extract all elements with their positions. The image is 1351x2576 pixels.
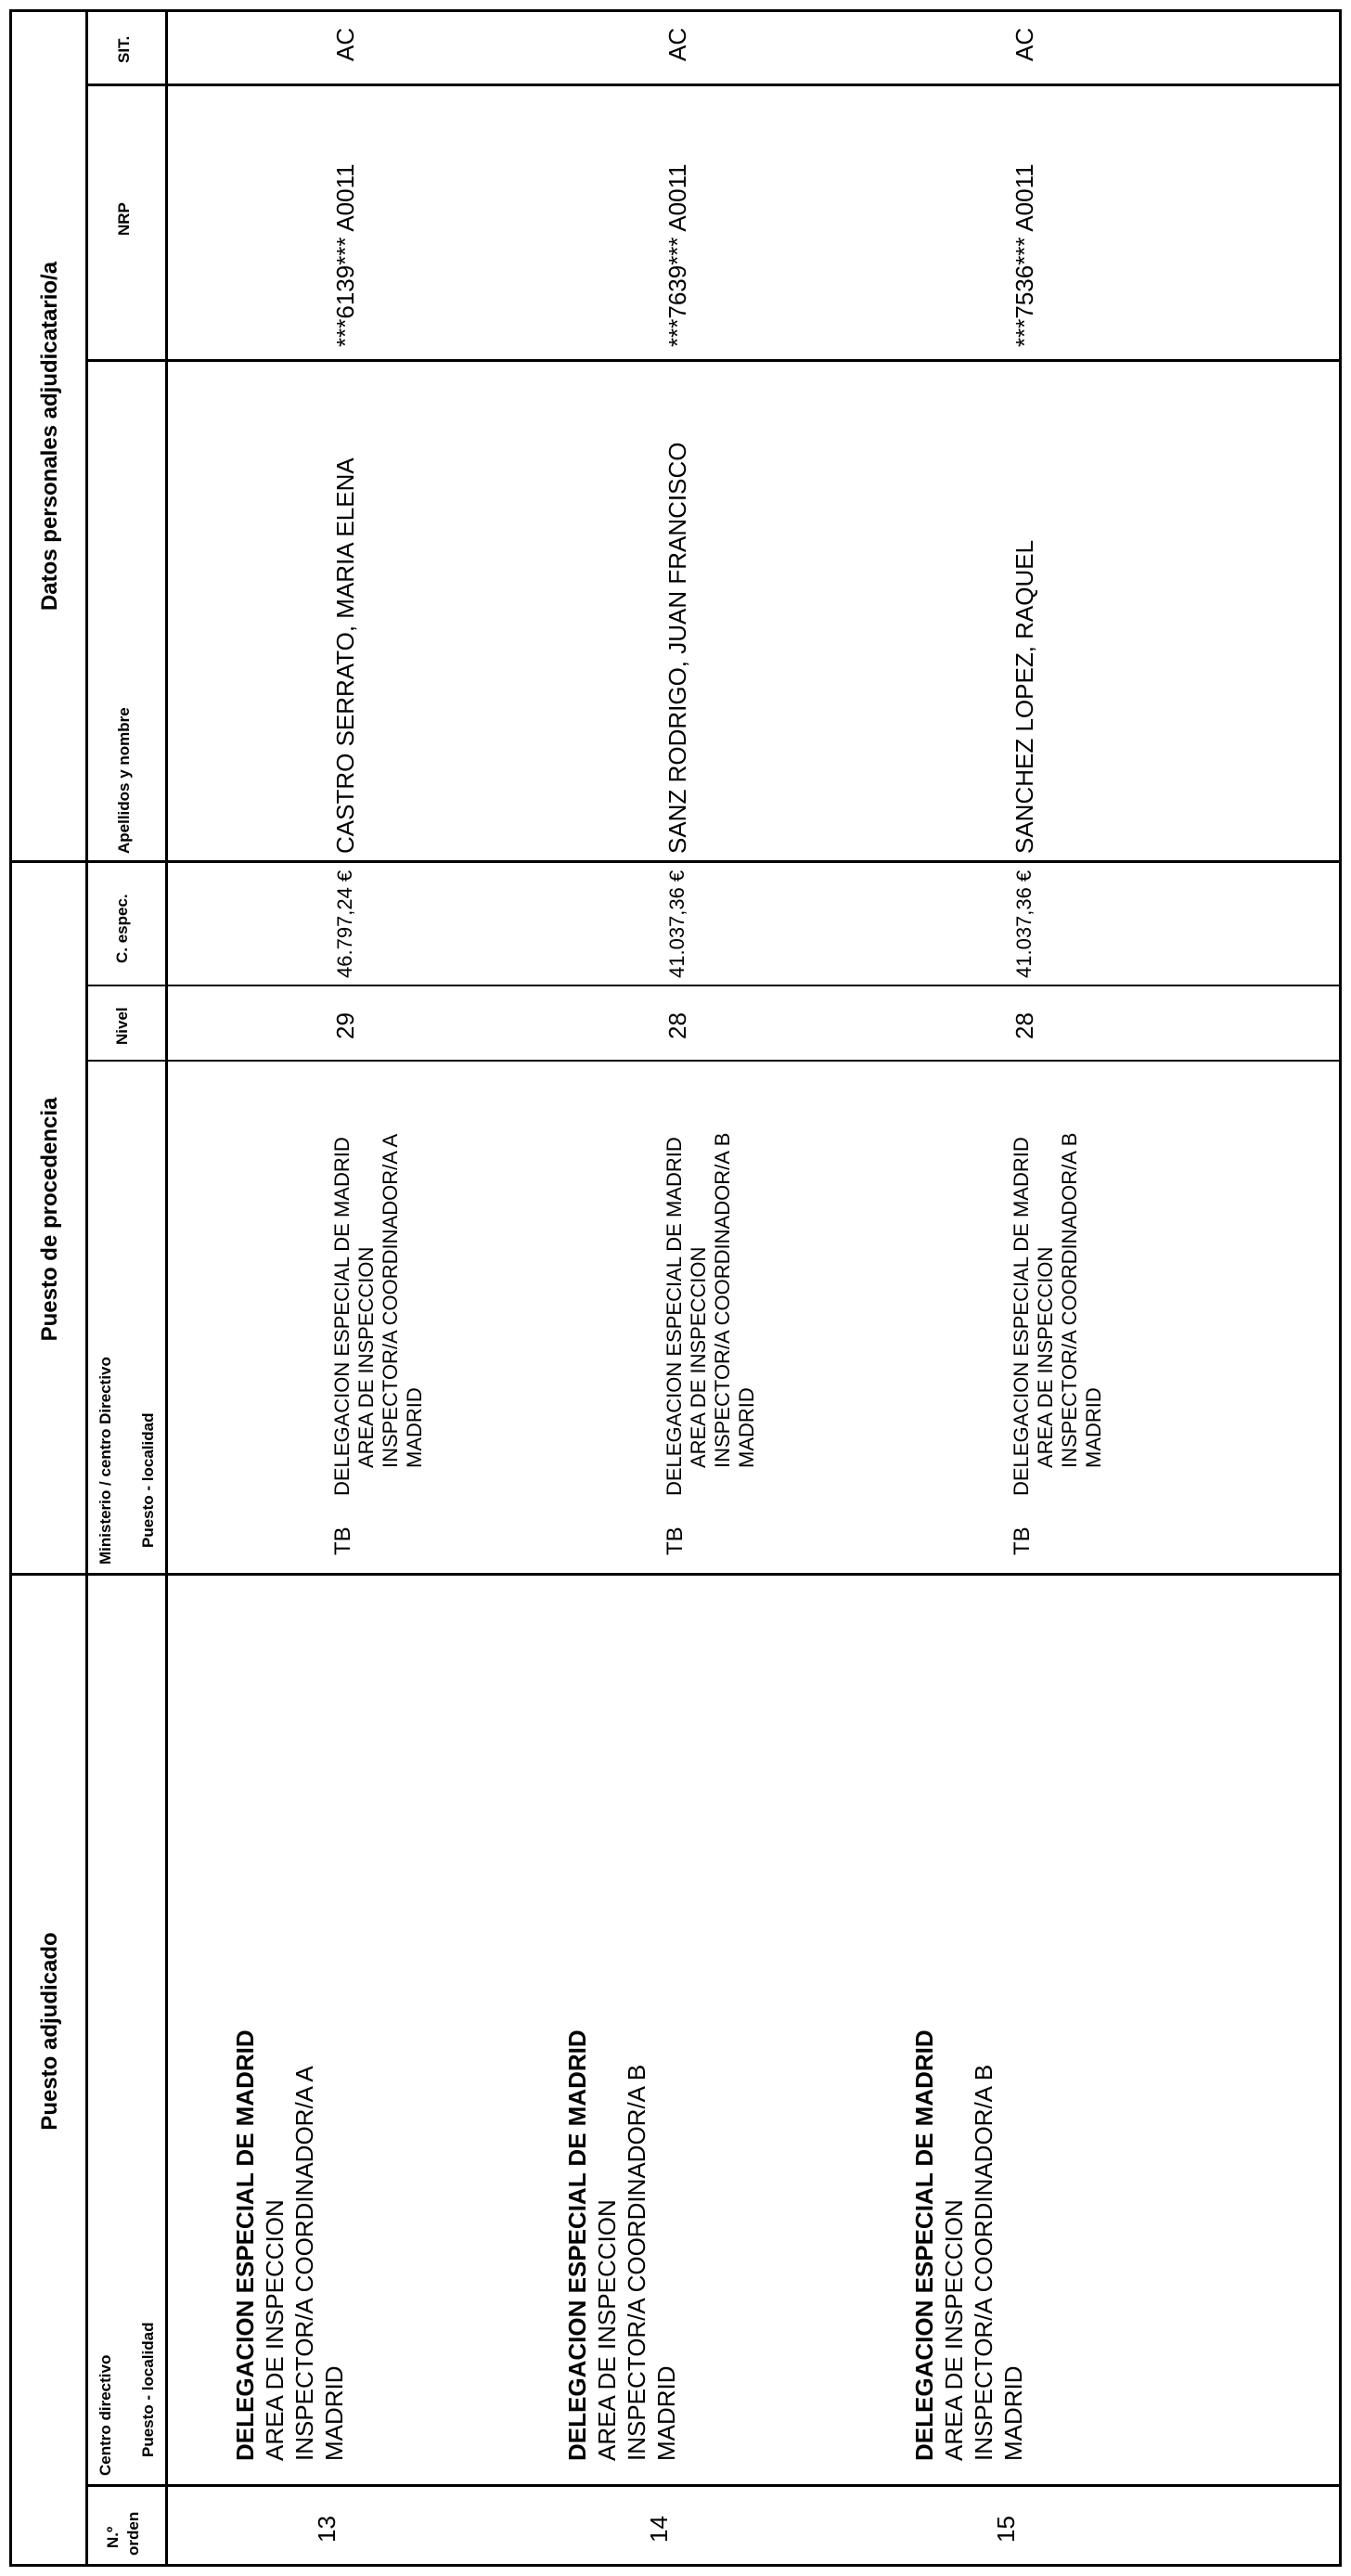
- row-centro: DELEGACION ESPECIAL DE MADRID: [231, 2029, 259, 2461]
- row-proc-centro: DELEGACION ESPECIAL DE MADRID: [1010, 1137, 1033, 1496]
- header-nrp: NRP: [115, 202, 133, 236]
- row-sit: AC: [331, 27, 359, 61]
- row-nivel: 28: [663, 1012, 691, 1039]
- row-nrp: ***7639*** A0011: [663, 163, 691, 347]
- header-apellidos-nombre: Apellidos y nombre: [115, 707, 133, 854]
- row-ministerio: TB: [330, 1526, 355, 1555]
- row-nombre: CASTRO SERRATO, MARIA ELENA: [331, 457, 359, 854]
- row-nivel: 29: [331, 1012, 359, 1039]
- orden-divider: [85, 2484, 1342, 2487]
- row-proc-centro: DELEGACION ESPECIAL DE MADRID: [330, 1137, 354, 1496]
- group-divider-2: [9, 860, 1342, 863]
- row-proc-localidad: MADRID: [1082, 1387, 1105, 1468]
- sit-divider-left: [85, 84, 1342, 86]
- row-nivel: 28: [1010, 1012, 1038, 1039]
- header-ministerio-centro: Ministerio / centro Directivo: [96, 1357, 114, 1565]
- header-puesto-localidad-procedencia: Puesto - localidad: [139, 1412, 157, 1548]
- row-nrp: ***7536*** A0011: [1010, 163, 1038, 347]
- row-puesto: INSPECTOR/A COORDINADOR/A B: [970, 2064, 997, 2461]
- group-divider-1: [9, 1573, 1342, 1576]
- row-proc-localidad: MADRID: [403, 1387, 426, 1468]
- row-orden: 15: [992, 2516, 1020, 2543]
- row-puesto: INSPECTOR/A COORDINADOR/A A: [290, 2066, 318, 2461]
- row-c-espec: 41.037,36 €: [1012, 869, 1036, 978]
- row-c-espec: 46.797,24 €: [333, 869, 356, 978]
- group-title-puesto-procedencia: Puesto de procedencia: [37, 1097, 62, 1342]
- column-header-rule: [165, 9, 168, 2567]
- row-c-espec: 41.037,36 €: [665, 869, 688, 978]
- row-localidad: MADRID: [652, 2365, 680, 2461]
- row-proc-localidad: MADRID: [735, 1387, 758, 1468]
- row-proc-centro: DELEGACION ESPECIAL DE MADRID: [663, 1137, 686, 1496]
- header-c-espec: C. espec.: [113, 894, 131, 963]
- group-title-puesto-adjudicado: Puesto adjudicado: [37, 1932, 62, 2131]
- row-nombre: SANZ RODRIGO, JUAN FRANCISCO: [663, 442, 691, 854]
- row-puesto-procedencia: [1010, 1133, 1106, 1496]
- row-puesto-adjudicado: [230, 2029, 349, 2461]
- row-centro: DELEGACION ESPECIAL DE MADRID: [563, 2029, 591, 2461]
- row-puesto-procedencia: [663, 1133, 759, 1496]
- row-proc-area: AREA DE INSPECCION: [1034, 1246, 1057, 1468]
- row-sit: AC: [663, 27, 691, 61]
- row-area: AREA DE INSPECCION: [261, 2199, 289, 2461]
- header-n-orden-2: orden: [124, 2511, 142, 2556]
- row-area: AREA DE INSPECCION: [593, 2199, 621, 2461]
- row-centro: DELEGACION ESPECIAL DE MADRID: [910, 2029, 938, 2461]
- row-orden: 14: [645, 2516, 673, 2543]
- row-proc-puesto: INSPECTOR/A COORDINADOR/A B: [711, 1132, 734, 1468]
- nivel-divider-right: [85, 985, 1342, 986]
- row-ministerio: TB: [1010, 1526, 1035, 1555]
- row-orden: 13: [313, 2516, 341, 2543]
- row-proc-puesto: INSPECTOR/A COORDINADOR/A B: [1058, 1132, 1081, 1468]
- nivel-divider-left: [85, 1060, 1342, 1062]
- row-proc-area: AREA DE INSPECCION: [354, 1246, 378, 1468]
- row-puesto-procedencia: [330, 1134, 427, 1496]
- nrp-divider-left: [85, 359, 1342, 362]
- header-puesto-localidad: Puesto - localidad: [139, 2322, 157, 2457]
- row-puesto: INSPECTOR/A COORDINADOR/A B: [623, 2064, 650, 2461]
- row-localidad: MADRID: [999, 2365, 1027, 2461]
- row-puesto-adjudicado: [909, 2029, 1028, 2461]
- row-nombre: SANCHEZ LOPEZ, RAQUEL: [1010, 539, 1038, 854]
- group-header-rule: [85, 9, 88, 2567]
- row-proc-area: AREA DE INSPECCION: [687, 1246, 710, 1468]
- header-sit: SIT.: [115, 35, 133, 63]
- row-puesto-adjudicado: [562, 2029, 681, 2461]
- row-nrp: ***6139*** A0011: [331, 163, 359, 347]
- row-ministerio: TB: [663, 1526, 688, 1555]
- row-localidad: MADRID: [320, 2365, 348, 2461]
- row-proc-puesto: INSPECTOR/A COORDINADOR/A A: [379, 1133, 402, 1468]
- row-area: AREA DE INSPECCION: [940, 2199, 968, 2461]
- header-n-orden-1: N.º: [104, 2526, 122, 2548]
- group-title-datos-personales: Datos personales adjudicatario/a: [37, 261, 62, 612]
- header-centro-directivo: Centro directivo: [96, 2354, 114, 2476]
- header-nivel: Nivel: [113, 1007, 131, 1045]
- row-sit: AC: [1010, 27, 1038, 61]
